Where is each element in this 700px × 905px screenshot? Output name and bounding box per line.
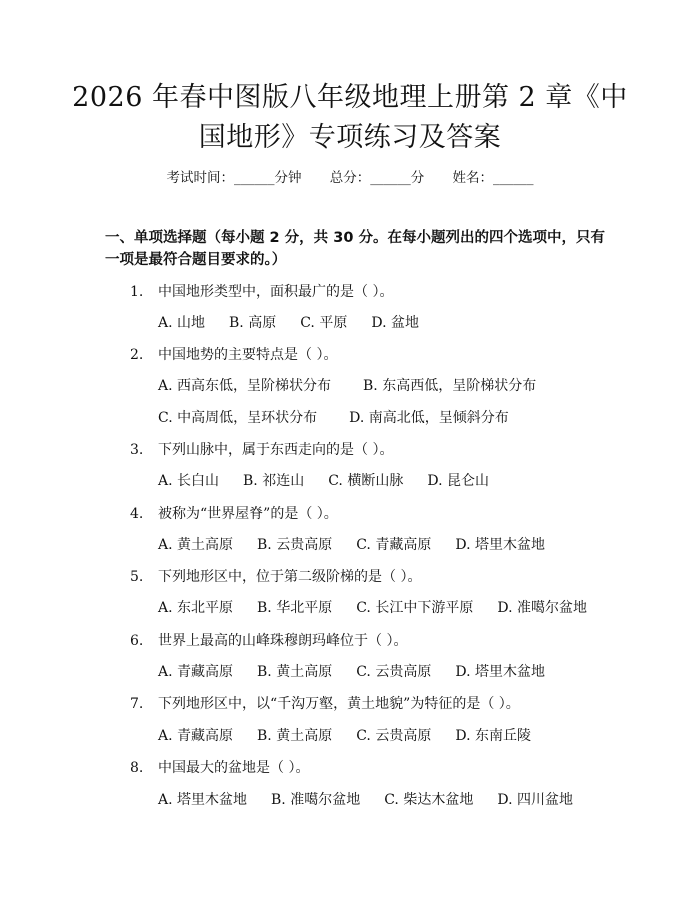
exam-time-field: 考试时间：______分钟 (166, 170, 302, 186)
question-4-options (158, 535, 569, 555)
question-number: 1. (130, 284, 144, 300)
question-7 (130, 694, 520, 714)
question-2 (130, 345, 337, 365)
question-8-options (158, 790, 597, 810)
option-b: B. 高原 (229, 315, 277, 331)
question-5 (130, 567, 421, 587)
student-name-field: 姓名：______ (452, 170, 534, 186)
question-2-options-row1 (158, 376, 560, 396)
question-text: 中国地势的主要特点是（ ）。 (158, 347, 338, 363)
question-text: 被称为“世界屋脊”的是（ ）。 (158, 506, 338, 522)
option-a: A. 山地 (158, 315, 206, 331)
option-a: A. 青藏高原 (158, 664, 234, 680)
option-d: D. 东南丘陵 (455, 728, 531, 744)
option-b: B. 准噶尔盆地 (271, 792, 361, 808)
option-b: B. 黄土高原 (257, 728, 333, 744)
question-4 (130, 504, 338, 524)
option-b: B. 云贵高原 (257, 537, 333, 553)
question-text: 中国地形类型中，面积最广的是（ ）。 (158, 284, 394, 300)
question-1-options (158, 313, 443, 333)
question-3 (130, 440, 393, 460)
option-a: A. 青藏高原 (158, 728, 234, 744)
option-c: C. 青藏高原 (356, 537, 432, 553)
question-number: 8. (130, 760, 144, 776)
question-text: 下列地形区中，以“千沟万壑，黄土地貌”为特征的是（ ）。 (158, 696, 520, 712)
option-a: A. 长白山 (158, 473, 220, 489)
question-1 (130, 282, 393, 302)
option-d: D. 盆地 (371, 315, 419, 331)
option-c: C. 中高周低，呈环状分布 (158, 410, 318, 426)
option-b: B. 黄土高原 (257, 664, 333, 680)
document-title: 2026 年春中图版八年级地理上册第 2 章《中国地形》专项练习及答案 (72, 82, 628, 153)
option-c: C. 柴达木盆地 (384, 792, 474, 808)
question-number: 7. (130, 696, 144, 712)
option-d: D. 南高北低，呈倾斜分布 (349, 410, 509, 426)
option-d: D. 准噶尔盆地 (497, 600, 587, 616)
option-d: D. 塔里木盆地 (455, 664, 545, 680)
question-number: 2. (130, 347, 144, 363)
option-a: A. 黄土高原 (158, 537, 234, 553)
question-6 (130, 631, 407, 651)
question-number: 6. (130, 633, 144, 649)
question-text: 中国最大的盆地是（ ）。 (158, 760, 310, 776)
question-text: 世界上最高的山峰珠穆朗玛峰位于（ ）。 (158, 633, 408, 649)
question-number: 5. (130, 569, 144, 585)
question-number: 4. (130, 506, 144, 522)
question-2-options-row2 (158, 408, 533, 428)
question-text: 下列地形区中，位于第二级阶梯的是（ ）。 (158, 569, 422, 585)
option-b: B. 东高西低，呈阶梯状分布 (363, 378, 537, 394)
option-c: C. 长江中下游平原 (356, 600, 474, 616)
option-a: A. 塔里木盆地 (158, 792, 248, 808)
question-8 (130, 758, 309, 778)
question-7-options (158, 726, 555, 746)
total-score-field: 总分：______分 (329, 170, 425, 186)
option-a: A. 东北平原 (158, 600, 234, 616)
question-5-options (158, 598, 611, 618)
exam-meta (0, 168, 700, 188)
question-6-options (158, 662, 569, 682)
option-d: D. 昆仑山 (427, 473, 489, 489)
question-text: 下列山脉中，属于东西走向的是（ ）。 (158, 442, 394, 458)
section-heading-single-choice: 一、单项选择题（每小题 2 分，共 30 分。在每小题列出的四个选项中，只有一项是最符合题目要求的。） (105, 230, 605, 268)
option-c: C. 云贵高原 (356, 664, 432, 680)
option-d: D. 四川盆地 (497, 792, 573, 808)
question-number: 3. (130, 442, 144, 458)
question-3-options (158, 471, 513, 491)
option-d: D. 塔里木盆地 (455, 537, 545, 553)
option-c: C. 云贵高原 (356, 728, 432, 744)
option-c: C. 横断山脉 (328, 473, 404, 489)
option-a: A. 西高东低，呈阶梯状分布 (158, 378, 332, 394)
option-b: B. 华北平原 (257, 600, 333, 616)
option-b: B. 祁连山 (243, 473, 305, 489)
option-c: C. 平原 (300, 315, 348, 331)
